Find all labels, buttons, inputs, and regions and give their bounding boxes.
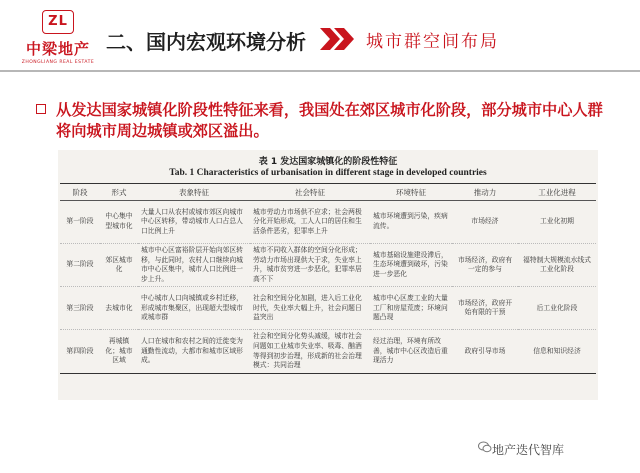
table-row	[60, 287, 596, 330]
table-image	[58, 150, 598, 400]
table-cell: 市场经济，政府开始有限的干预	[452, 287, 518, 330]
section-subtitle: 城市群空间布局	[366, 32, 499, 52]
table-caption-en: Tab. 1 Characteristics of urbanisation in different stage in developed countries	[169, 168, 487, 178]
table-cell: 信息和知识经济	[518, 330, 596, 373]
table-cell: 市场经济	[452, 201, 518, 244]
table-cell: 城市环境遭到污染，疾病流传。	[370, 201, 452, 244]
table-cell: 第四阶段	[60, 330, 100, 373]
table-cell: 城市劳动力市场供不应求；社会两极分化开始形成，工人人口的居住和生活条件恶劣，犯罪率上升	[250, 201, 370, 244]
urbanisation-table	[60, 183, 596, 374]
table-cell: 去城市化	[100, 287, 138, 330]
table-cell: 社会和空间分化势头减缓，城市社会问题如工业城市失业率、吸毒、酗酒等得到初步治理，形成新的社会治理模式：共同治理	[250, 330, 370, 373]
table-cell: 第三阶段	[60, 287, 100, 330]
table-cell: 再城镇化；城市区域	[100, 330, 138, 373]
company-logo	[18, 10, 98, 72]
header-cell: 社会特征	[250, 184, 370, 201]
table-cell: 后工业化阶段	[518, 287, 596, 330]
header-cell: 环境特征	[370, 184, 452, 201]
square-bullet-icon	[36, 104, 46, 114]
table-cell: 中心城市人口向城镇或乡村迁移，形成城市集聚区，出现超大型城市或城市群	[138, 287, 250, 330]
logo-name-en: ZHONGLIANG REAL ESTATE	[21, 60, 95, 65]
table-cell: 城市基础设施建设滞后，生态环境遭到破坏，污染进一步恶化	[370, 244, 452, 287]
table-cell: 郊区城市化	[100, 244, 138, 287]
table-cell: 政府引导市场	[452, 330, 518, 373]
table-row	[60, 244, 596, 287]
header-cell: 工业化进程	[518, 184, 596, 201]
header	[0, 0, 640, 78]
wechat-icon	[478, 440, 492, 454]
table-row	[60, 201, 596, 244]
table-cell: 福特制大规模流水线式工业化阶段	[518, 244, 596, 287]
table-cell: 第一阶段	[60, 201, 100, 244]
table-cell: 中心集中型城市化	[100, 201, 138, 244]
bullet-text: 从发达国家城镇化阶段性特征来看，我国处在郊区城市化阶段，部分城市中心人群将向城市周边城镇或郊区溢出。	[56, 101, 603, 140]
table-cell: 城市不同收入群体的空间分化形成；劳动力市场出现供大于求，失业率上升，城市贫穷进一步恶化，犯罪率居高不下	[250, 244, 370, 287]
table-cell: 城市中心区富裕阶层开始向郊区转移，与此同时，农村人口继续向城市中心区集中，城市人口比例进一步上升。	[138, 244, 250, 287]
table-cell: 工业化初期	[518, 201, 596, 244]
chevron-right-icon	[320, 28, 356, 50]
bullet-point	[36, 100, 616, 142]
table-row	[60, 330, 596, 373]
table-cell: 城市中心区废工业的大量工厂和房屋荒废；环境问题凸现	[370, 287, 452, 330]
header-cell: 形式	[100, 184, 138, 201]
table-cell: 大量人口从农村或城市郊区向城市中心区转移，带动城市人口占总人口比例上升	[138, 201, 250, 244]
section-title: 二、国内宏观环境分析	[106, 30, 306, 54]
header-cell: 表象特征	[138, 184, 250, 201]
table-cell: 第二阶段	[60, 244, 100, 287]
table-cell: 市场经济，政府有一定的参与	[452, 244, 518, 287]
header-cell: 阶段	[60, 184, 100, 201]
header-divider	[0, 70, 640, 72]
logo-mark: ZL	[42, 10, 74, 34]
table-caption: 表 1 发达国家城镇化的阶段性特征	[258, 157, 398, 167]
logo-name: 中梁地产	[25, 40, 90, 58]
table-header-row	[60, 184, 596, 201]
table-cell: 经过治理，环境有所改善，城市中心区改造后重现活力	[370, 330, 452, 373]
table-cell: 社会和空间分化加剧，进入后工业化时代，失业率大幅上升，社会问题日益突出	[250, 287, 370, 330]
watermark: 地产迭代智库	[492, 443, 565, 457]
table-cell: 人口在城市和农村之间的迁徙变为通勤性流动，大都市和城市区域形成。	[138, 330, 250, 373]
header-cell: 推动力	[452, 184, 518, 201]
